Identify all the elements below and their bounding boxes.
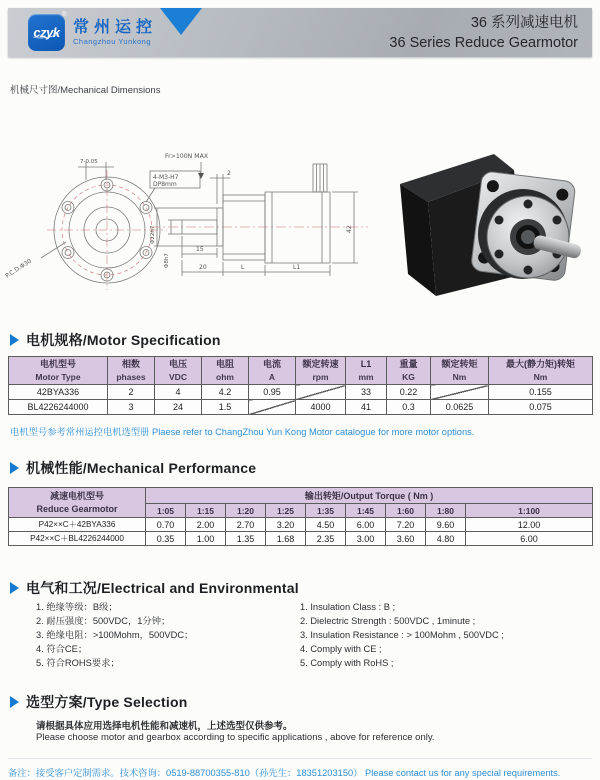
list-item: 2. 耐压强度：500VDC，1分钟； bbox=[36, 616, 171, 626]
table-header-row: 电机型号 Motor Type 相数 phases 电压 VDC 电阻 ohm 电流 A 额定转速 rpm L1 mm 重量 KG 额定转矩 Nm 最大(静力矩)转矩 Nm bbox=[9, 357, 593, 385]
pcd-label: P.C.D.Φ30 bbox=[4, 257, 33, 280]
table-row: P42××C＋BL4226244000 0.35 1.00 1.35 1.68 2.35 3.00 3.60 4.80 6.00 bbox=[9, 532, 593, 546]
dim-label-15: 15 bbox=[196, 246, 204, 253]
type-selection-title: 选型方案/Type Selection bbox=[26, 694, 188, 710]
electrical-list-cn bbox=[36, 600, 286, 670]
product-photo bbox=[382, 146, 592, 311]
output-torque-header: 输出转矩/Output Torque ( Nm ) bbox=[146, 488, 593, 504]
section-mech-performance-head bbox=[10, 458, 256, 478]
dim-label-20: 20 bbox=[199, 264, 207, 271]
list-item: 3. Insulation Resistance : > 100Mohm , 500VDC ; bbox=[300, 630, 504, 640]
table-row: P42××C＋42BYA336 0.70 2.00 2.70 3.20 4.50 6.00 7.20 9.60 12.00 bbox=[9, 518, 593, 532]
list-item: 4. Comply with CE ; bbox=[300, 644, 382, 654]
company-name-en: Changzhou Yunkong bbox=[73, 37, 152, 47]
series-title-cn: 36 系列减速电机 bbox=[470, 15, 578, 31]
mechanical-drawing-svg bbox=[0, 100, 380, 315]
header-bar bbox=[8, 8, 592, 57]
na-cell bbox=[296, 385, 346, 400]
dim-label-shaft-dia: Φ8h7 bbox=[164, 253, 170, 268]
mechanical-dimensions-label: 机械尺寸图/Mechanical Dimensions bbox=[10, 85, 161, 96]
radial-force-label: Fr>100N MAX bbox=[165, 153, 209, 160]
dim-label-7-tolerance: 7-0.05 bbox=[80, 159, 98, 165]
motor-spec-title: 电机规格/Motor Specification bbox=[26, 332, 221, 348]
dim-label-42: 42 bbox=[346, 225, 353, 233]
section-arrow-icon bbox=[10, 334, 19, 346]
series-title-en: 36 Series Reduce Gearmotor bbox=[389, 35, 578, 52]
electrical-list-en bbox=[300, 600, 580, 670]
table-row: BL4226244000 3 24 1.5 4000 41 0.3 0.0625 0.075 bbox=[9, 400, 593, 415]
list-item: 1. Insulation Class : B ; bbox=[300, 602, 396, 612]
mechanical-performance-table bbox=[8, 487, 593, 546]
series-title bbox=[389, 13, 578, 54]
section-arrow-icon bbox=[10, 582, 19, 594]
section-arrow-icon bbox=[10, 462, 19, 474]
section-arrow-icon bbox=[10, 696, 19, 708]
ratio-header-row: 1:05 1:15 1:20 1:25 1:35 1:45 1:60 1:80 1:100 bbox=[9, 504, 593, 518]
company-name-cn: 常州运控 bbox=[73, 18, 158, 36]
table-header-row: 减速电机型号 Reduce Gearmotor 输出转矩/Output Torque ( Nm ) bbox=[9, 488, 593, 504]
list-item: 5. Comply with RoHS ; bbox=[300, 658, 394, 668]
type-selection-note-cn: 请根据具体应用选择电机性能和减速机，上述选型仅供参考。 bbox=[36, 721, 293, 732]
list-item: 3. 绝缘电阻：>100Mohm，500VDC； bbox=[36, 630, 194, 640]
hole-note-line1: 4-M3-H7 bbox=[153, 174, 179, 181]
logo-mark-text: czyk bbox=[33, 25, 60, 40]
catalogue-note: 电机型号参考常州运控电机选型册 Plaese refer to ChangZhou Yun Kong Motor catalogue for more motor options. bbox=[10, 427, 475, 437]
logo-mark-icon bbox=[28, 14, 65, 51]
company-logo bbox=[28, 14, 157, 51]
dim-label-L1: L1 bbox=[293, 264, 301, 271]
section-electrical-head bbox=[10, 578, 299, 598]
electrical-title: 电气和工况/Electrical and Environmental bbox=[26, 580, 299, 596]
list-item: 1. 绝缘等级：B级； bbox=[36, 602, 118, 612]
na-cell bbox=[249, 400, 296, 415]
na-cell bbox=[431, 385, 489, 400]
registered-mark: ® bbox=[62, 12, 66, 18]
list-item: 2. Dielectric Strength : 500VDC , 1minute ; bbox=[300, 616, 476, 626]
table-row: 42BYA336 2 4 4.2 0.95 33 0.22 0.155 bbox=[9, 385, 593, 400]
dim-label-2: 2 bbox=[227, 170, 231, 177]
type-selection-note-en: Please choose motor and gearbox according to specific applications , above for reference only. bbox=[36, 732, 435, 743]
mech-performance-title: 机械性能/Mechanical Performance bbox=[26, 460, 257, 476]
side-view bbox=[150, 153, 368, 276]
list-item: 4. 符合CE； bbox=[36, 644, 88, 654]
motor-spec-table bbox=[8, 356, 593, 415]
section-type-selection-head bbox=[10, 692, 187, 712]
section-motor-spec-head bbox=[10, 330, 221, 350]
list-item: 5. 符合ROHS要求； bbox=[36, 658, 120, 668]
dim-label-boss-dia: Φ22h7 bbox=[150, 225, 156, 244]
dim-label-L: L bbox=[241, 264, 245, 271]
hole-note-line2: DP8mm bbox=[153, 181, 177, 188]
header-accent-triangle-icon bbox=[160, 8, 202, 35]
footer-contact-note: 备注：接受客户定制需求。技术咨询：0519-88700355-810（孙先生：18351203150） Please contact us for any special requirements. bbox=[8, 758, 592, 779]
